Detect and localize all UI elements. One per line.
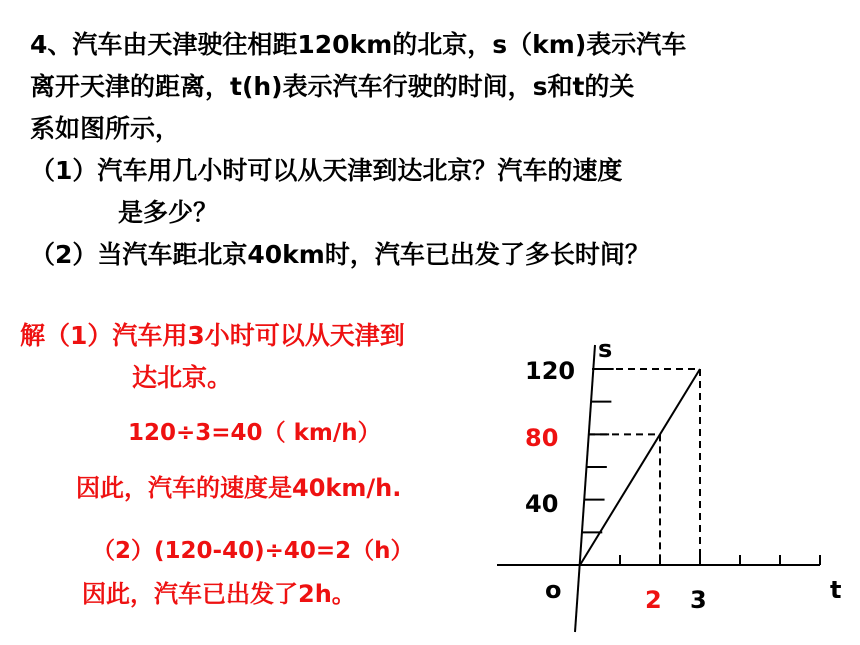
y-axis bbox=[575, 345, 595, 632]
y-tick-label-80: 80 bbox=[525, 424, 559, 452]
calculation-1: 120÷3=40（ km/h） bbox=[128, 420, 381, 446]
y-tick-label-120: 120 bbox=[525, 357, 576, 385]
problem-line-3: 系如图所示， bbox=[30, 114, 181, 143]
x-axis-label: t bbox=[830, 576, 842, 604]
x-axis-ticks bbox=[620, 555, 820, 565]
y-axis-label: s bbox=[598, 335, 613, 363]
answer-1-line-1: 解（1）汽车用3小时可以从天津到 bbox=[20, 321, 405, 350]
x-tick-label-2: 2 bbox=[645, 586, 662, 614]
conclusion-2: 因此，汽车已出发了2h。 bbox=[82, 580, 356, 608]
x-tick-label-3: 3 bbox=[690, 586, 707, 614]
question-1-line-1: （1）汽车用几小时可以从天津到达北京？汽车的速度 bbox=[30, 156, 623, 185]
answer-1-line-2: 达北京。 bbox=[132, 363, 233, 392]
origin-label: o bbox=[545, 576, 562, 604]
conclusion-1: 因此，汽车的速度是40km/h. bbox=[76, 474, 402, 502]
calculation-2: （2）(120-40)÷40=2（h） bbox=[92, 538, 414, 564]
question-1-line-2: 是多少？ bbox=[118, 198, 219, 227]
problem-line-1: 4、汽车由天津驶往相距120km的北京，s（km)表示汽车 bbox=[30, 30, 687, 59]
problem-line-2: 离开天津的距离，t(h)表示汽车行驶的时间，s和t的关 bbox=[30, 72, 635, 101]
question-2: （2）当汽车距北京40km时，汽车已出发了多长时间？ bbox=[30, 240, 650, 269]
y-tick-label-40: 40 bbox=[525, 490, 559, 518]
